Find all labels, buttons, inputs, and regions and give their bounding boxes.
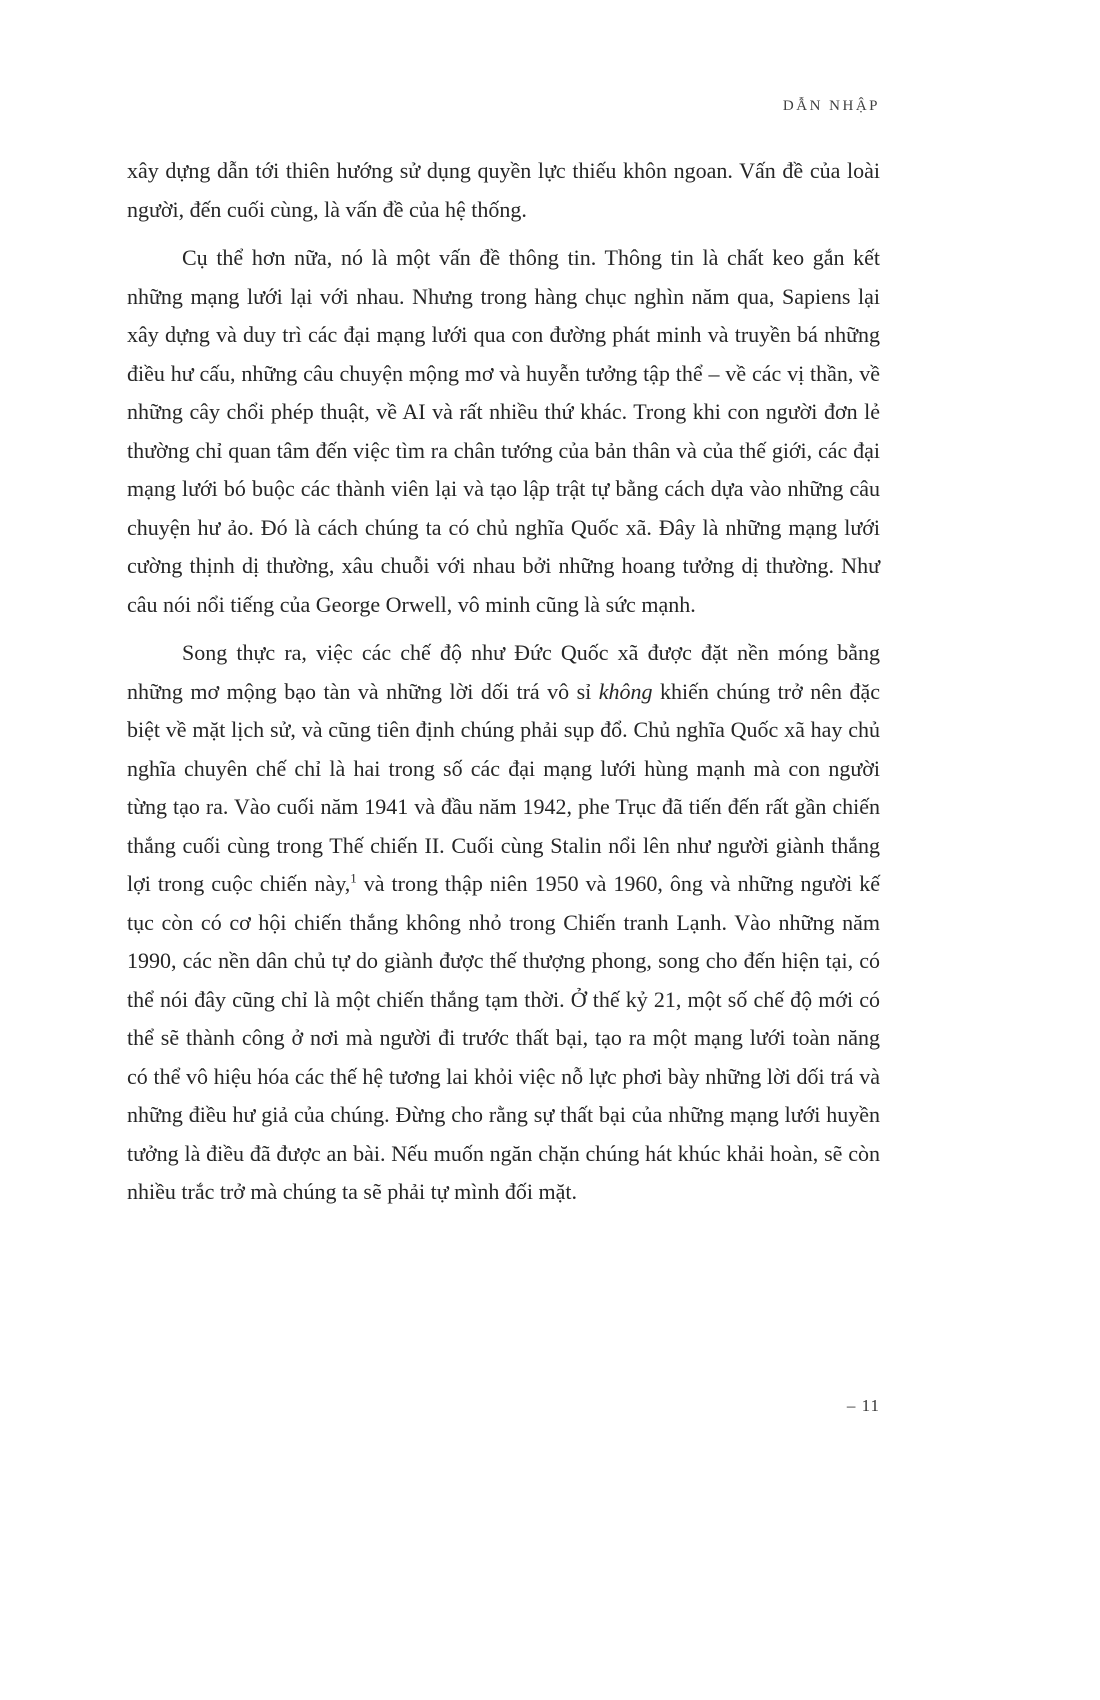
paragraph-text-segment: và trong thập niên 1950 và 1960, ông và những người kế tục còn có cơ hội chiến thắng không nhỏ trong Chiến tranh Lạnh. Vào những năm 1990, các nền dân chủ tự do giành được thế thượng phong, song cho đến hiện tại, có thể nói đây cũng chỉ là một chiến thắng tạm thời. Ở thế kỷ 21, một số chế độ mới có thể sẽ thành công ở nơi mà người đi trước thất bại, tạo ra một mạng lưới toàn năng có thể vô hiệu hóa các thế hệ tương lai khỏi việc nỗ lực phơi bày những lời dối trá và những điều hư giả của chúng. Đừng cho rằng sự thất bại của những mạng lưới huyền tưởng là điều đã được an bài. Nếu muốn ngăn chặn chúng hát khúc khải hoàn, sẽ còn nhiều trắc trở mà chúng ta sẽ phải tự mình đối mặt. [127,871,880,1204]
paragraph-continuation: xây dựng dẫn tới thiên hướng sử dụng quyền lực thiếu khôn ngoan. Vấn đề của loài người, đến cuối cùng, là vấn đề của hệ thống. [127,158,880,222]
running-header [127,97,880,115]
chapter-title: DẪN NHẬP [782,98,880,114]
page-body [127,152,880,1212]
page-number: – 11 [846,1396,880,1415]
page-footer [127,1396,880,1416]
emphasized-word: không [598,678,653,704]
paragraph [127,634,880,1212]
footnote-marker: 1 [350,870,357,886]
paragraph: Cụ thể hơn nữa, nó là một vấn đề thông tin. Thông tin là chất keo gắn kết những mạng lưới lại với nhau. Nhưng trong hàng chục nghìn năm qua, Sapiens lại xây dựng và duy trì các đại mạng lưới qua con đường phát minh và truyền bá những điều hư cấu, những câu chuyện mộng mơ và huyễn tưởng tập thể – về các vị thần, về những cây chổi phép thuật, về AI và rất nhiều thứ khác. Trong khi con người đơn lẻ thường chỉ quan tâm đến việc tìm ra chân tướng của bản thân và của thế giới, các đại mạng lưới bó buộc các thành viên lại và tạo lập trật tự bằng cách dựa vào những câu chuyện hư ảo. Đó là cách chúng ta có chủ nghĩa Quốc xã. Đây là những mạng lưới cường thịnh dị thường, xâu chuỗi với nhau bởi những hoang tưởng dị thường. Như câu nói nổi tiếng của George Orwell, vô minh cũng là sức mạnh. [127,245,880,617]
paragraph-text-segment: khiến chúng trở nên đặc biệt về mặt lịch sử, và cũng tiên định chúng phải sụp đổ. Chủ nghĩa Quốc xã hay chủ nghĩa chuyên chế chỉ là hai trong số các đại mạng lưới hùng mạnh mà con người từng tạo ra. Vào cuối năm 1941 và đầu năm 1942, phe Trục đã tiến đến rất gần chiến thắng cuối cùng trong Thế chiến II. Cuối cùng Stalin nổi lên như người giành thắng lợi trong cuộc chiến này, [127,678,880,896]
paragraph-text-segment: Song thực ra, việc các chế độ như Đức Quốc xã được đặt nền móng bằng những mơ mộng bạo tàn và những lời dối trá vô sỉ [127,640,880,704]
